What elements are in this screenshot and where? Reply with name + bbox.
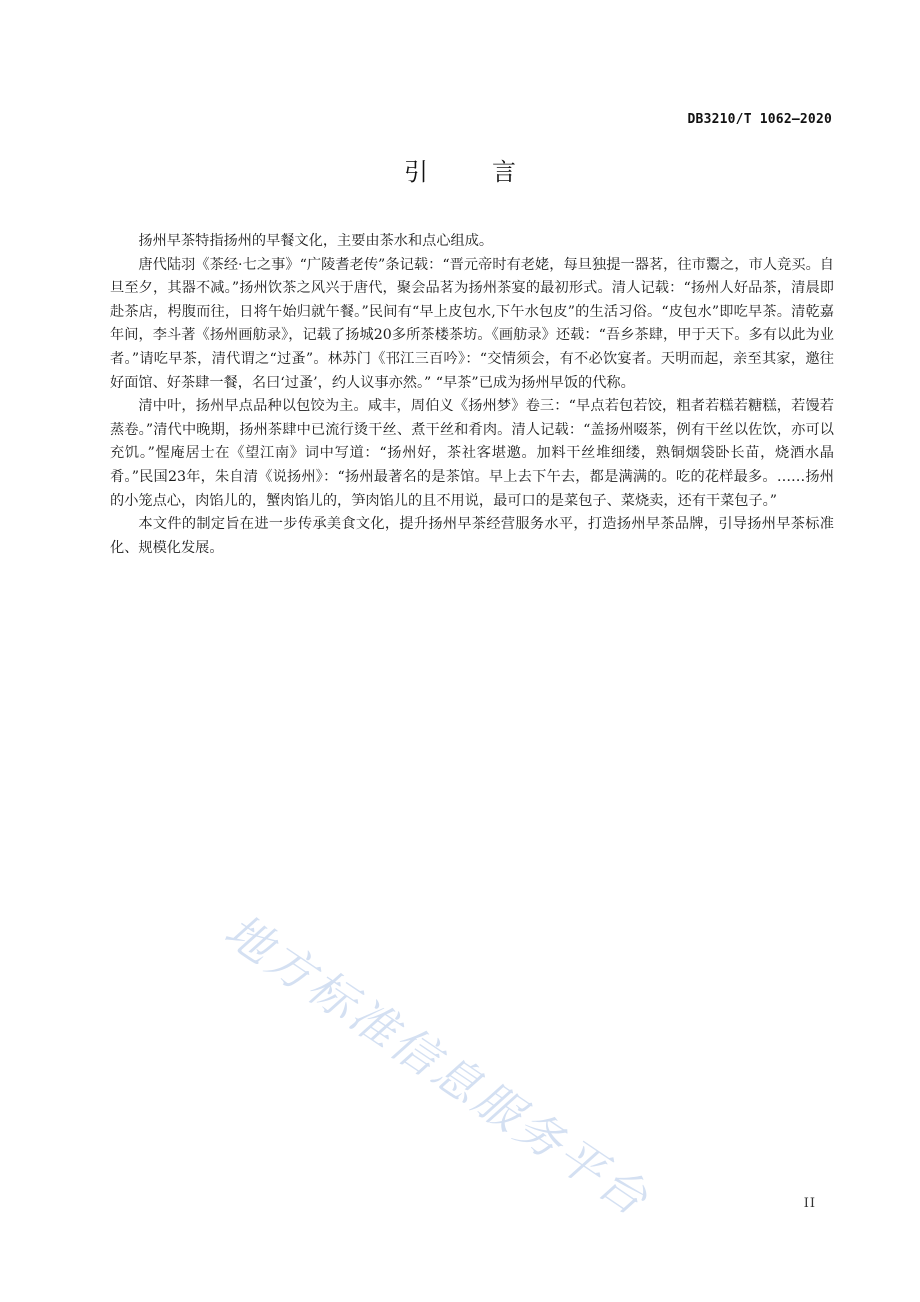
document-code: DB3210/T 1062—2020 — [687, 112, 832, 127]
paragraph-qing-history: 清中叶，扬州早点品种以包饺为主。咸丰，周伯义《扬州梦》卷三：“早点若包若饺，粗者若糕若糖糕，若馒若蒸卷。”清代中晚期，扬州茶肆中已流行烫干丝、煮干丝和肴肉。清人记载：“盖扬州啜茶，例有干丝以佐饮，亦可以充饥。”惺庵居士在《望江南》词中写道：“扬州好，茶社客堪邀。加料干丝堆细缕，熟铜烟袋卧长苗，烧酒水晶肴。”民国23年，朱自清《说扬州》：“扬州最著名的是茶馆。早上去下午去，都是满满的。吃的花样最多。……扬州的小笼点心，肉馅儿的，蟹肉馅儿的，笋肉馅儿的且不用说，最可口的是菜包子、菜烧卖，还有干菜包子。” — [110, 398, 834, 509]
watermark: 地方标准信息服务平台 — [215, 903, 660, 1228]
paragraph-purpose: 本文件的制定旨在进一步传承美食文化，提升扬州早茶经营服务水平，打造扬州早茶品牌，引导扬州早茶标准化、规模化发展。 — [110, 516, 834, 556]
page-number: II — [803, 1196, 816, 1211]
document-body — [110, 230, 834, 560]
paragraph-intro: 扬州早茶特指扬州的早餐文化，主要由茶水和点心组成。 — [138, 233, 494, 249]
page-title: 引言 — [404, 158, 580, 186]
paragraph-tang-history: 唐代陆羽《茶经·七之事》“广陵耆老传”条记载：“晋元帝时有老姥，每旦独提一器茗，往市鬻之，市人竞买。自旦至夕，其器不减。”扬州饮茶之风兴于唐代，聚会品茗为扬州茶宴的最初形式。清人记载：“扬州人好品茶，清晨即赴茶店，枵腹而往，日将午始归就午餐。”民间有“早上皮包水,下午水包皮”的生活习俗。“皮包水”即吃早茶。清乾嘉年间，李斗著《扬州画舫录》，记载了扬城20多所茶楼茶坊。《画舫录》还载：“吾乡茶肆，甲于天下。多有以此为业者。”请吃早茶，清代谓之“过蚤”。林苏门《邗江三百吟》：“交情须会，有不必饮宴者。天明而起，亲至其家，邀往好面馆、好茶肆一餐，名曰‘过蚤’，约人议事亦然。” “早茶”已成为扬州早饭的代称。 — [110, 256, 834, 391]
